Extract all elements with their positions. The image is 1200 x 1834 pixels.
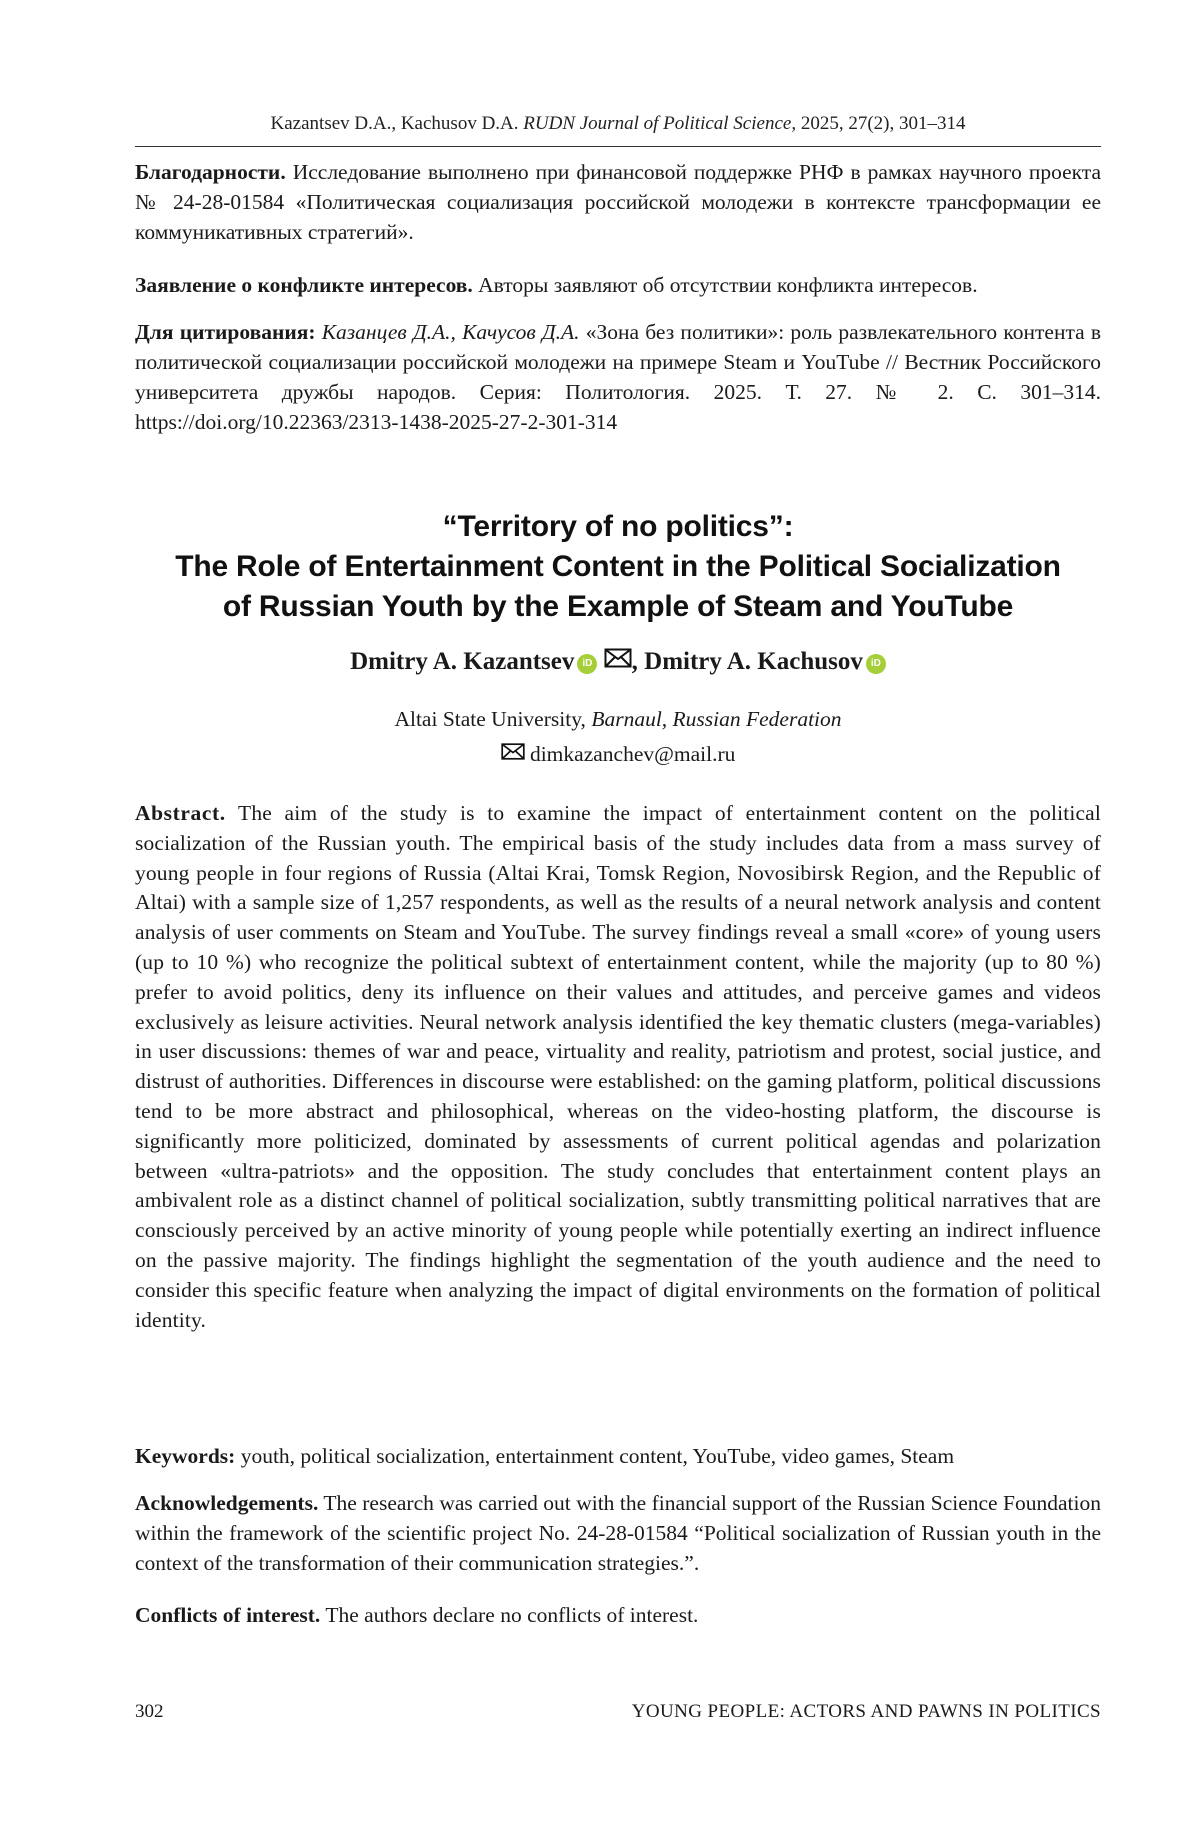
conflicts-label: Conflicts of interest. [135,1603,321,1627]
ru-citation-text: «Зона без политики»: роль развлекательного контента в политической социализации российской молодежи на примере Steam и YouTube // Вестник Российского университета дружбы народов. Серия: Политология. 2025. Т. 27. № 2. С. 301–314. https://doi.org/10.22363/2313-1438-2025-27-2-301-314 [135,320,1102,434]
conflicts-of-interest [135,1600,1101,1630]
header-divider [135,146,1101,147]
ru-citation [135,317,1101,437]
author-list [135,648,1101,676]
page-number: 302 [135,1701,164,1722]
affiliation-location: Barnaul, Russian Federation [591,707,842,731]
article-title [135,507,1101,627]
conflicts-text: The authors declare no conflicts of interest. [325,1603,699,1627]
running-head-authors: Kazantsev D.A., Kachusov D.A. [270,113,519,134]
abstract [135,799,1101,1335]
ru-acknowledgements-label: Благодарности. [135,160,286,184]
abstract-label: Abstract. [135,801,226,825]
acknowledgements-text: The research was carried out with the financial support of the Russian Science Foundation within the framework of the scientific project No. 24-28-01584 “Political socialization of Russian youth in the context of the transformation of their communication strategies.”. [135,1491,1101,1575]
section-title: YOUNG PEOPLE: ACTORS AND PAWNS IN POLITICS [631,1701,1101,1722]
ru-conflict-statement [135,270,1101,300]
envelope-icon [501,743,525,760]
abstract-text: The aim of the study is to examine the impact of entertainment content on the political socialization of the Russian youth. The empirical basis of the study includes data from a mass survey of young people in four regions of Russia (Altai Krai, Tomsk Region, Novosibirsk Region, and the Republic of Altai) with a sample size of 1,257 respondents, as well as the results of a neural network analysis and content analysis of user comments on Steam and YouTube. The survey findings reveal a small «core» of young users (up to 10 %) who recognize the political subtext of entertainment content, while the majority (up to 80 %) prefer to avoid politics, deny its influence on their values and attitudes, and perceive games and videos exclusively as leisure activities. Neural network analysis identified the key thematic clusters (mega-variables) in user discussions: themes of war and peace, virtuality and reality, patriotism and protest, social justice, and distrust of authorities. Differences in discourse were established: on the gaming platform, political discussions tend to be more abstract and philosophical, whereas on the video-hosting platform, the discourse is significantly more politicized, dominated by assessments of current political agendas and polarization between «ultra-patriots» and the opposition. The study concludes that entertainment content plays an ambivalent role as a distinct channel of political socialization, subtly transmitting political narratives that are consciously perceived by an active minority of young people while potentially exerting an indirect influence on the passive majority. The findings highlight the segmentation of the youth audience and the need to consider this specific feature when analyzing the impact of digital environments on the formation of political identity. [135,801,1102,1332]
ru-conflict-text: Авторы заявляют об отсутствии конфликта интересов. [478,273,978,297]
affiliation-university: Altai State University, [394,707,586,731]
running-head [135,113,1101,135]
ru-acknowledgements-text: Исследование выполнено при финансовой поддержке РНФ в рамках научного проекта № 24-28-01584 «Политическая социализация российской молодежи в контексте трансформации ее коммуникативных стратегий». [135,160,1101,244]
author-separator: , [631,648,638,675]
keywords [135,1441,1101,1471]
title-line-2: The Role of Entertainment Content in the Political Socialization [175,550,1061,583]
keywords-text: youth, political socialization, entertainment content, YouTube, video games, Steam [240,1444,955,1468]
acknowledgements [135,1488,1101,1578]
keywords-label: Keywords: [135,1444,236,1468]
ru-acknowledgements [135,157,1101,247]
ru-citation-label: Для цитирования: [135,320,316,344]
corresponding-email [135,742,1101,767]
envelope-icon[interactable] [604,648,632,668]
email-address[interactable]: dimkazanchev@mail.ru [529,742,736,766]
title-line-3: of Russian Youth by the Example of Steam and YouTube [222,590,1014,623]
orcid-icon[interactable]: iD [866,654,886,674]
acknowledgements-label: Acknowledgements. [135,1491,319,1515]
author-kazantsev: Dmitry A. Kazantsev [350,648,575,675]
running-head-journal: RUDN Journal of Political Science, [523,113,797,134]
ru-citation-authors: Казанцев Д.А., Качусов Д.А. [321,320,580,344]
ru-conflict-label: Заявление о конфликте интересов. [135,273,473,297]
title-line-1: “Territory of no politics”: [442,510,794,543]
running-head-details: 2025, 27(2), 301–314 [800,113,966,134]
affiliation [135,707,1101,732]
orcid-icon[interactable]: iD [577,654,597,674]
author-kachusov: Dmitry A. Kachusov [644,648,863,675]
